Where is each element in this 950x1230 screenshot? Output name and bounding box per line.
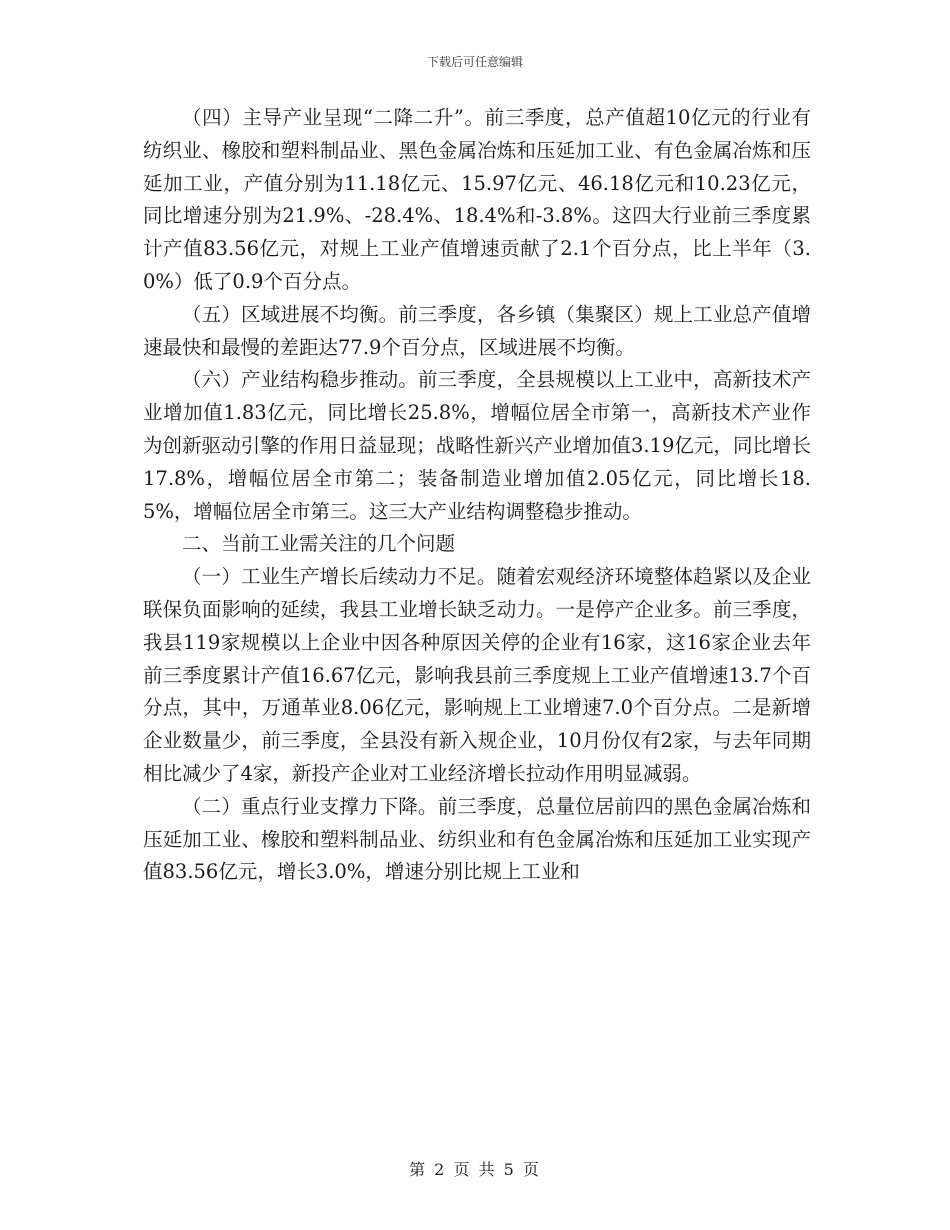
section-heading: 二、当前工业需关注的几个问题	[182, 532, 456, 556]
paragraph-5: （二）重点行业支撑力下降。前三季度，总量位居前四的黑色金属冶炼和压延加工业、橡胶和塑料制品业、纺织业和有色金属冶炼和压延加工业实现产值83.56亿元，增长3.0%，增速分别比规上工业和	[143, 794, 811, 884]
document-body	[143, 102, 811, 889]
page-number: 第 2 页 共 5 页	[409, 1160, 541, 1179]
page-header: 下载后可任意编辑	[426, 55, 523, 69]
paragraph-4: （一）工业生产增长后续动力不足。随着宏观经济环境整体趋紧以及企业联保负面影响的延续，我县工业增长缺乏动力。一是停产企业多。前三季度，我县119家规模以上企业中因各种原因关停的企业有16家，这16家企业去年前三季度累计产值16.67亿元，影响我县前三季度规上工业产值增速13.7个百分点，其中，万通革业8.06亿元，影响规上工业增速7.0个百分点。二是新增企业数量少，前三季度，全县没有新入规企业，10月份仅有2家，与去年同期相比减少了4家，新投产企业对工业经济增长拉动作用明显减弱。	[143, 565, 811, 785]
paragraph-2: （五）区域进展不均衡。前三季度，各乡镇（集聚区）规上工业总产值增速最快和最慢的差距达77.9个百分点，区域进展不均衡。	[143, 302, 811, 359]
paragraph-1: （四）主导产业呈现“二降二升”。前三季度，总产值超10亿元的行业有纺织业、橡胶和塑料制品业、黑色金属冶炼和压延加工业、有色金属冶炼和压延加工业，产值分别为11.18亿元、15.97亿元、46.18亿元和10.23亿元，同比增速分别为21.9%、-28.4%、18.4%和-3.8%。这四大行业前三季度累计产值83.56亿元，对规上工业产值增速贡献了2.1个百分点，比上半年（3.0%）低了0.9个百分点。	[143, 106, 811, 293]
paragraph-3: （六）产业结构稳步推动。前三季度，全县规模以上工业中，高新技术产业增加值1.83亿元，同比增长25.8%，增幅位居全市第一，高新技术产业作为创新驱动引擎的作用日益显现；战略性新兴产业增加值3.19亿元，同比增长17.8%，增幅位居全市第二；装备制造业增加值2.05亿元，同比增长18.5%，增幅位居全市第三。这三大产业结构调整稳步推动。	[143, 368, 811, 523]
